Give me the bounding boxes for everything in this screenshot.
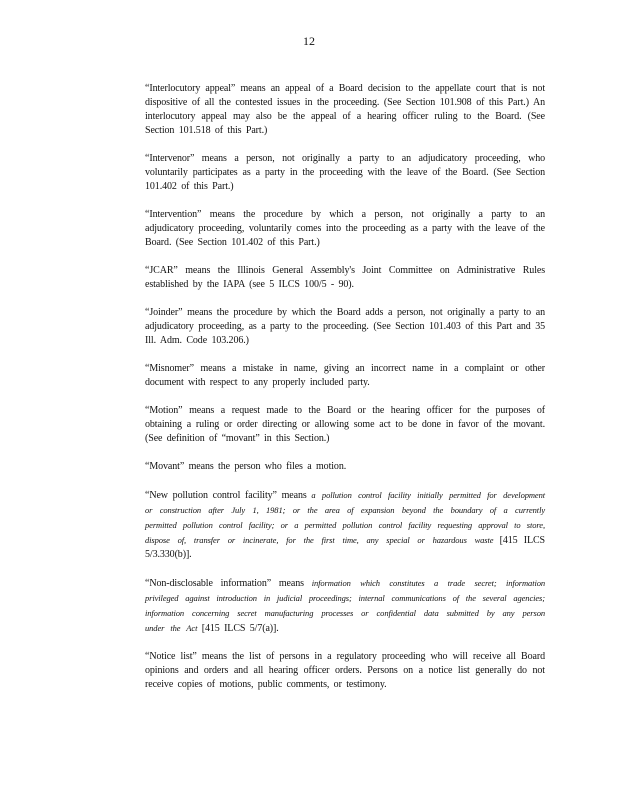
- definition-notice-list: “Notice list” means the list of persons in a regulatory proceeding who will receive all Board opinions and orders and all hearing officer orders. Persons on a notice list generally do not receive copies of motions, public comments, or testimony.: [145, 651, 545, 690]
- definition-movant: “Movant” means the person who files a motion.: [145, 461, 347, 472]
- definition-new-pollution-control-facility: [145, 488, 545, 562]
- page-number: 12: [303, 34, 315, 48]
- statutory-citation: [415 ILCS 5/7(a)].: [201, 623, 279, 634]
- definition-misnomer: “Misnomer” means a mistake in name, giving an incorrect name in a complaint or other document with respect to any properly included party.: [145, 363, 545, 388]
- statutory-quote: information which constitutes a trade secret; information privileged against introduction in judicial proceedings; internal communications of the several agencies; information concerning secret manufacturing processes or confidential data submitted by any person under the Act: [145, 578, 546, 633]
- definition-jcar: “JCAR” means the Illinois General Assembly's Joint Committee on Administrative Rules established by the IAPA (see 5 ILCS 100/5 - 90).: [145, 265, 545, 290]
- definitions-section: [145, 82, 545, 706]
- statutory-citation: [415 ILCS 5/3.330(b)].: [145, 535, 545, 560]
- definition-intervention: “Intervention” means the procedure by which a person, not originally a party to an adjudicatory proceeding, voluntarily comes into the proceeding as a party with the leave of the Board. (See Section 101.402 of this Part.): [145, 209, 545, 248]
- statutory-quote: a pollution control facility initially permitted for development or construction after July 1, 1981; or the area of expansion beyond the boundary of a currently permitted pollution control facility; or a permitted pollution control facility requesting approval to store, dispose of, transfer or incinerate, for the first time, any special or hazardous waste: [145, 490, 545, 545]
- definition-motion: “Motion” means a request made to the Board or the hearing officer for the purposes of obtaining a ruling or order directing or allowing some act to be done in favor of the movant. (See definition of “movant” in this Section.): [145, 405, 545, 444]
- definition-joinder: “Joinder” means the procedure by which the Board adds a person, not originally a party to an adjudicatory proceeding, as a party to the proceeding. (See Section 101.403 of this Part and 35 Ill. Adm. Code 103.206.): [145, 307, 545, 346]
- definition-interlocutory-appeal: “Interlocutory appeal” means an appeal of a Board decision to the appellate court that is not dispositive of all the contested issues in the proceeding. (See Section 101.908 of this Part.) An interlocutory appeal may also be the appeal of a hearing officer ruling to the Board. (See Section 101.518 of this Part.): [145, 83, 545, 136]
- definition-intervenor: “Intervenor” means a person, not originally a party to an adjudicatory proceeding, who voluntarily participates as a party in the proceeding with the leave of the Board. (See Section 101.402 of this Part.): [145, 153, 545, 192]
- definition-lead: “Non-disclosable information” means: [145, 578, 304, 589]
- definition-lead: “New pollution control facility” means: [145, 490, 307, 501]
- definition-non-disclosable-information: [145, 576, 545, 636]
